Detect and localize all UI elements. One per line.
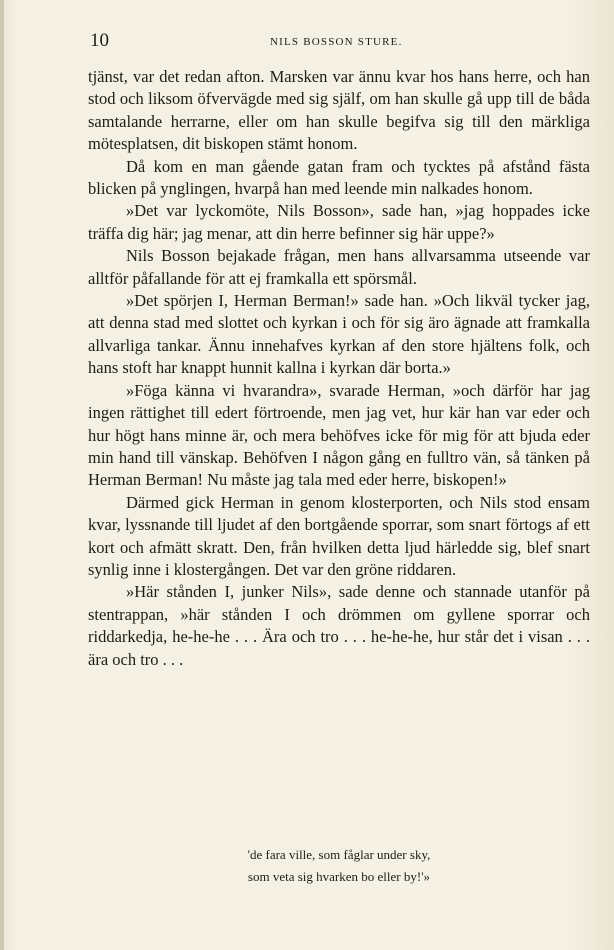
verse-line: som veta sig hvarken bo eller by!'» [247,869,431,884]
paragraph: »Det spörjen I, Herman Berman!» sade han. »Och likväl tycker jag, att denna stad med slottet och kyrkan i och för sig äro ägnade att framkalla allvarliga tankar. Ännu innehafves kyrkan af den store hjältens folk, och hans stoft har knappt hunnit kallna i kyrkan där borta.» [88,291,590,378]
paragraph: Nils Bosson bejakade frågan, men hans allvarsamma utseende var alltför påfallande för att ej framkalla ett spörsmål. [88,246,590,288]
paragraph: »Här stånden I, junker Nils», sade denne och stannade utanför på stentrappan, »här stånden I och drömmen om gyllene sporrar och riddarkedja, he-he-he . . . Ära och tro . . . he-he-he, hur står det i visan . . . ära och tro . . . [88,582,590,669]
paragraph: Därmed gick Herman in genom klosterporten, och Nils stod ensam kvar, lyssnande till ljudet af den bortgående sporrar, som snart förtogs af ett kort och afmätt skratt. Den, från hvilken detta ljud härledde sig, blef snart synlig inne i klostergången. Det var den gröne riddaren. [88,492,590,579]
paragraph: Då kom en man gående gatan fram och tycktes på afstånd fästa blicken på ynglingen, hvarpå han med leende min nalkades honom. [88,156,590,199]
paragraph: »Föga känna vi hvarandra», svarade Herman, »och därför har jag ingen rättighet till edert förtroende, men jag vet, hur kär han var eder och hur högt hans minne är, och mera behöfves icke för mig för att bjuda eder min hand till vänskap. Behöfven I någon gång en fulltro vän, så tänken på Herman Berman! Nu måste jag tala med eder herre, biskopen!» [88,380,590,490]
page-edge [0,0,4,950]
page-header [90,30,590,54]
paragraph: tjänst, var det redan afton. Marsken var ännu kvar hos hans herre, och han stod och liksom öfvervägde med sig själf, om han skulle gå upp till de båda samtalande herrarne, eller om han skulle begifva sig till den märkliga mötesplatsen, dit biskopen stämt honom. [88,67,590,154]
body-text [88,66,590,671]
paragraph: »Det var lyckomöte, Nils Bosson», sade han, »jag hoppades icke träffa dig här; jag menar, att din herre befinner sig här uppe?» [88,201,590,243]
running-head: NILS BOSSON STURE. [270,36,403,48]
verse-quote [88,844,590,888]
verse-line: 'de fara ville, som fåglar under sky, [247,847,431,862]
page-number: 10 [90,30,109,51]
